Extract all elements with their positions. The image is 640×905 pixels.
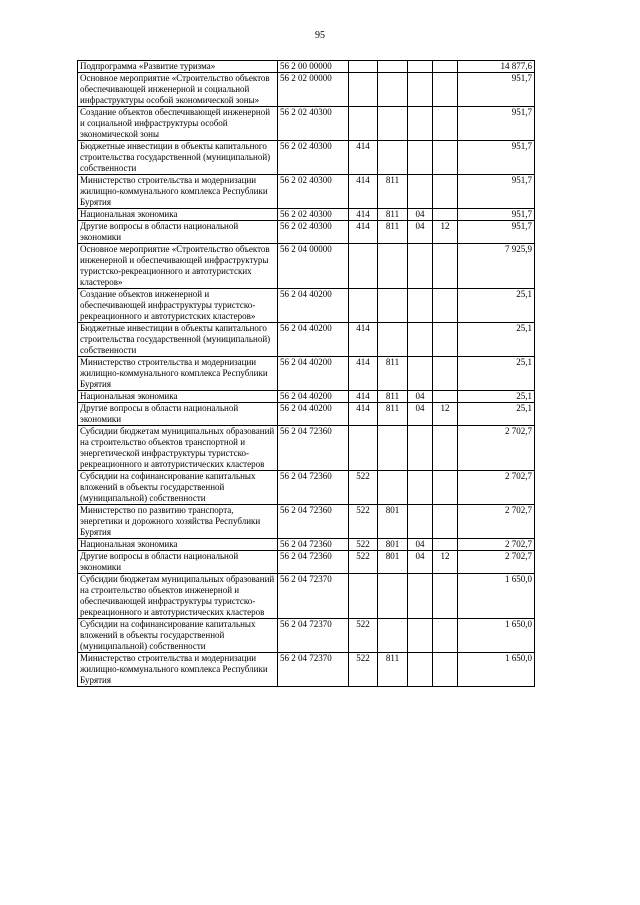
- target-article-cell: 56 2 04 72370: [278, 619, 349, 653]
- ministry-code-cell: [378, 426, 408, 471]
- row-name-cell: Министерство строительства и модернизации жилищно-коммунального комплекса Республики Бурятия: [78, 175, 278, 209]
- row-name-cell: Другие вопросы в области национальной экономики: [78, 551, 278, 574]
- target-article-cell: 56 2 04 72360: [278, 505, 349, 539]
- subsection-cell: [433, 244, 458, 289]
- section-cell: 04: [408, 209, 433, 221]
- table-row: [78, 357, 535, 391]
- sum-cell: 25,1: [458, 323, 535, 357]
- expense-type-cell: 522: [349, 539, 378, 551]
- subsection-cell: [433, 505, 458, 539]
- row-name-cell: Субсидии бюджетам муниципальных образований на строительство объектов инженерной и обеспечивающей инфраструктуры туристско-рекреационного и автотуристических кластеров: [78, 574, 278, 619]
- table-row: [78, 539, 535, 551]
- target-article-cell: 56 2 00 00000: [278, 61, 349, 73]
- subsection-cell: [433, 357, 458, 391]
- expense-type-cell: 414: [349, 357, 378, 391]
- ministry-code-cell: [378, 289, 408, 323]
- subsection-cell: [433, 73, 458, 107]
- ministry-code-cell: 811: [378, 403, 408, 426]
- target-article-cell: 56 2 04 00000: [278, 244, 349, 289]
- subsection-cell: [433, 61, 458, 73]
- row-name-cell: Министерство строительства и модернизации жилищно-коммунального комплекса Республики Бурятия: [78, 653, 278, 687]
- target-article-cell: 56 2 04 40200: [278, 357, 349, 391]
- expense-type-cell: [349, 107, 378, 141]
- section-cell: [408, 107, 433, 141]
- expense-type-cell: 522: [349, 471, 378, 505]
- budget-table-body: [78, 61, 535, 687]
- ministry-code-cell: 801: [378, 505, 408, 539]
- expense-type-cell: [349, 61, 378, 73]
- subsection-cell: [433, 391, 458, 403]
- section-cell: [408, 175, 433, 209]
- row-name-cell: Бюджетные инвестиции в объекты капитального строительства государственной (муниципальной) собственности: [78, 141, 278, 175]
- section-cell: [408, 61, 433, 73]
- sum-cell: 25,1: [458, 357, 535, 391]
- ministry-code-cell: [378, 619, 408, 653]
- expense-type-cell: 414: [349, 175, 378, 209]
- row-name-cell: Основное мероприятие «Строительство объектов обеспечивающей инженерной и социальной инфраструктуры особой экономической зоны»: [78, 73, 278, 107]
- ministry-code-cell: 811: [378, 221, 408, 244]
- table-row: [78, 574, 535, 619]
- section-cell: 04: [408, 551, 433, 574]
- ministry-code-cell: [378, 244, 408, 289]
- expense-type-cell: [349, 426, 378, 471]
- ministry-code-cell: 811: [378, 209, 408, 221]
- sum-cell: 951,7: [458, 175, 535, 209]
- sum-cell: 2 702,7: [458, 505, 535, 539]
- row-name-cell: Национальная экономика: [78, 209, 278, 221]
- expense-type-cell: [349, 244, 378, 289]
- row-name-cell: Создание объектов обеспечивающей инженерной и социальной инфраструктуры особой экономической зоны: [78, 107, 278, 141]
- table-row: [78, 551, 535, 574]
- row-name-cell: Другие вопросы в области национальной экономики: [78, 221, 278, 244]
- subsection-cell: [433, 574, 458, 619]
- section-cell: 04: [408, 403, 433, 426]
- table-row: [78, 619, 535, 653]
- table-row: [78, 175, 535, 209]
- table-row: [78, 471, 535, 505]
- table-row: [78, 505, 535, 539]
- expense-type-cell: [349, 73, 378, 107]
- row-name-cell: Подпрограмма «Развитие туризма»: [78, 61, 278, 73]
- ministry-code-cell: 811: [378, 391, 408, 403]
- budget-table: [77, 60, 535, 687]
- subsection-cell: [433, 471, 458, 505]
- section-cell: [408, 471, 433, 505]
- sum-cell: 951,7: [458, 73, 535, 107]
- subsection-cell: [433, 653, 458, 687]
- section-cell: [408, 141, 433, 175]
- sum-cell: 14 877,6: [458, 61, 535, 73]
- expense-type-cell: 522: [349, 505, 378, 539]
- expense-type-cell: 414: [349, 391, 378, 403]
- table-row: [78, 107, 535, 141]
- expense-type-cell: [349, 289, 378, 323]
- ministry-code-cell: 801: [378, 539, 408, 551]
- ministry-code-cell: [378, 471, 408, 505]
- page-number: 95: [315, 30, 325, 41]
- subsection-cell: [433, 289, 458, 323]
- target-article-cell: 56 2 02 40300: [278, 221, 349, 244]
- expense-type-cell: 522: [349, 653, 378, 687]
- section-cell: [408, 619, 433, 653]
- target-article-cell: 56 2 04 72360: [278, 539, 349, 551]
- ministry-code-cell: [378, 323, 408, 357]
- sum-cell: 1 650,0: [458, 619, 535, 653]
- table-row: [78, 426, 535, 471]
- section-cell: 04: [408, 391, 433, 403]
- expense-type-cell: 414: [349, 323, 378, 357]
- target-article-cell: 56 2 02 00000: [278, 73, 349, 107]
- section-cell: [408, 73, 433, 107]
- subsection-cell: [433, 323, 458, 357]
- row-name-cell: Национальная экономика: [78, 391, 278, 403]
- section-cell: [408, 323, 433, 357]
- ministry-code-cell: 811: [378, 357, 408, 391]
- expense-type-cell: 522: [349, 551, 378, 574]
- target-article-cell: 56 2 04 72360: [278, 471, 349, 505]
- target-article-cell: 56 2 02 40300: [278, 209, 349, 221]
- table-row: [78, 653, 535, 687]
- row-name-cell: Министерство строительства и модернизации жилищно-коммунального комплекса Республики Бурятия: [78, 357, 278, 391]
- ministry-code-cell: [378, 61, 408, 73]
- target-article-cell: 56 2 04 72360: [278, 551, 349, 574]
- sum-cell: 2 702,7: [458, 539, 535, 551]
- expense-type-cell: [349, 574, 378, 619]
- row-name-cell: Создание объектов инженерной и обеспечивающей инфраструктуры туристско-рекреационного и автотуристских кластеров»: [78, 289, 278, 323]
- sum-cell: 2 702,7: [458, 471, 535, 505]
- sum-cell: 951,7: [458, 221, 535, 244]
- sum-cell: 951,7: [458, 141, 535, 175]
- section-cell: [408, 505, 433, 539]
- target-article-cell: 56 2 02 40300: [278, 141, 349, 175]
- section-cell: 04: [408, 221, 433, 244]
- ministry-code-cell: [378, 141, 408, 175]
- sum-cell: 1 650,0: [458, 574, 535, 619]
- ministry-code-cell: 811: [378, 175, 408, 209]
- row-name-cell: Основное мероприятие «Строительство объектов инженерной и обеспечивающей инфраструктуры туристско-рекреационного и автотуристских кластеров»: [78, 244, 278, 289]
- subsection-cell: 12: [433, 403, 458, 426]
- table-row: [78, 73, 535, 107]
- sum-cell: 1 650,0: [458, 653, 535, 687]
- row-name-cell: Другие вопросы в области национальной экономики: [78, 403, 278, 426]
- table-row: [78, 244, 535, 289]
- section-cell: [408, 653, 433, 687]
- sum-cell: 2 702,7: [458, 426, 535, 471]
- row-name-cell: Национальная экономика: [78, 539, 278, 551]
- row-name-cell: Министерство по развитию транспорта, энергетики и дорожного хозяйства Республики Бурятия: [78, 505, 278, 539]
- expense-type-cell: 414: [349, 209, 378, 221]
- section-cell: [408, 244, 433, 289]
- section-cell: [408, 426, 433, 471]
- subsection-cell: [433, 175, 458, 209]
- sum-cell: 25,1: [458, 289, 535, 323]
- subsection-cell: [433, 426, 458, 471]
- ministry-code-cell: 811: [378, 653, 408, 687]
- ministry-code-cell: [378, 73, 408, 107]
- subsection-cell: [433, 209, 458, 221]
- table-row: [78, 391, 535, 403]
- sum-cell: 7 925,9: [458, 244, 535, 289]
- section-cell: [408, 289, 433, 323]
- section-cell: [408, 574, 433, 619]
- expense-type-cell: 414: [349, 403, 378, 426]
- subsection-cell: [433, 619, 458, 653]
- row-name-cell: Бюджетные инвестиции в объекты капитального строительства государственной (муниципальной) собственности: [78, 323, 278, 357]
- expense-type-cell: 414: [349, 141, 378, 175]
- subsection-cell: 12: [433, 221, 458, 244]
- subsection-cell: [433, 141, 458, 175]
- row-name-cell: Субсидии на софинансирование капитальных вложений в объекты государственной (муниципальной) собственности: [78, 619, 278, 653]
- subsection-cell: [433, 107, 458, 141]
- sum-cell: 951,7: [458, 209, 535, 221]
- subsection-cell: 12: [433, 551, 458, 574]
- sum-cell: 25,1: [458, 391, 535, 403]
- ministry-code-cell: 801: [378, 551, 408, 574]
- expense-type-cell: 522: [349, 619, 378, 653]
- table-row: [78, 209, 535, 221]
- table-row: [78, 403, 535, 426]
- table-row: [78, 61, 535, 73]
- target-article-cell: 56 2 02 40300: [278, 175, 349, 209]
- table-row: [78, 221, 535, 244]
- table-row: [78, 323, 535, 357]
- sum-cell: 25,1: [458, 403, 535, 426]
- ministry-code-cell: [378, 107, 408, 141]
- section-cell: [408, 357, 433, 391]
- target-article-cell: 56 2 04 72370: [278, 653, 349, 687]
- target-article-cell: 56 2 04 72370: [278, 574, 349, 619]
- target-article-cell: 56 2 04 40200: [278, 323, 349, 357]
- table-row: [78, 141, 535, 175]
- section-cell: 04: [408, 539, 433, 551]
- row-name-cell: Субсидии на софинансирование капитальных вложений в объекты государственной (муниципальной) собственности: [78, 471, 278, 505]
- target-article-cell: 56 2 04 40200: [278, 391, 349, 403]
- expense-type-cell: 414: [349, 221, 378, 244]
- table-row: [78, 289, 535, 323]
- target-article-cell: 56 2 04 72360: [278, 426, 349, 471]
- ministry-code-cell: [378, 574, 408, 619]
- target-article-cell: 56 2 04 40200: [278, 403, 349, 426]
- row-name-cell: Субсидии бюджетам муниципальных образований на строительство объектов транспортной и энергетической инфраструктуры туристско-рекреационного и автотуристических кластеров: [78, 426, 278, 471]
- subsection-cell: [433, 539, 458, 551]
- target-article-cell: 56 2 04 40200: [278, 289, 349, 323]
- sum-cell: 2 702,7: [458, 551, 535, 574]
- sum-cell: 951,7: [458, 107, 535, 141]
- target-article-cell: 56 2 02 40300: [278, 107, 349, 141]
